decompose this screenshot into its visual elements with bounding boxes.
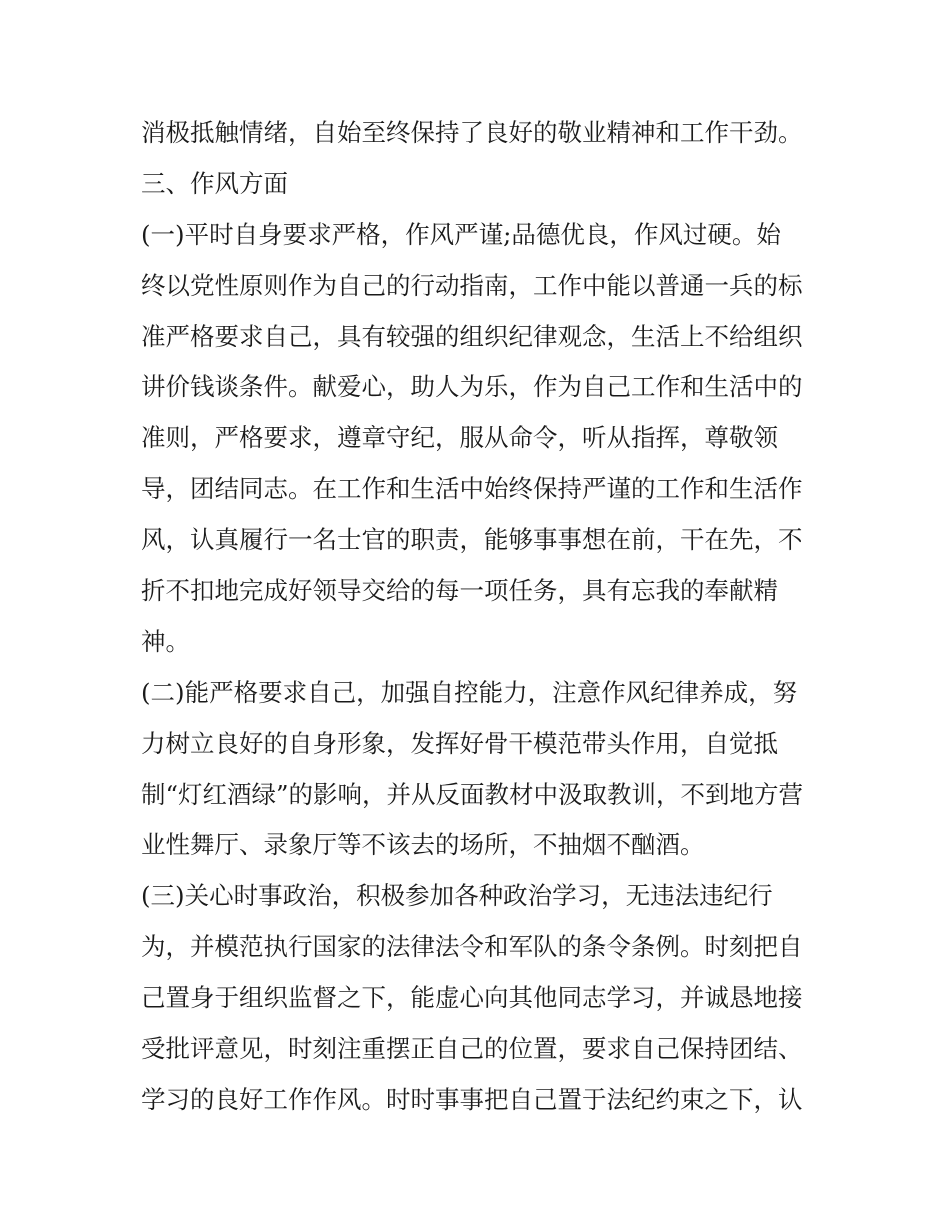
text-line: 为，并模范执行国家的法律法令和军队的条令条例。时刻把自 <box>141 932 803 962</box>
text-line: 己置身于组织监督之下，能虚心向其他同志学习，并诚恳地接 <box>141 983 803 1013</box>
text-line: 制“灯红酒绿”的影响，并从反面教材中汲取教训，不到地方营 <box>141 779 804 809</box>
text-line: 准则，严格要求，遵章守纪，服从命令，听从指挥，尊敬领 <box>141 423 778 453</box>
section-heading: 三、作风方面 <box>141 168 288 198</box>
text-line: (二)能严格要求自己，加强自控能力，注意作风纪律养成，努 <box>141 677 798 707</box>
document-body <box>141 108 821 1126</box>
text-line: (一)平时自身要求严格，作风严谨;品德优良，作风过硬。始 <box>141 219 781 249</box>
text-line: 业性舞厅、录象厅等不该去的场所，不抽烟不酗酒。 <box>141 830 705 860</box>
text-line: 准严格要求自己，具有较强的组织纪律观念，生活上不给组织 <box>141 321 803 351</box>
text-line: 讲价钱谈条件。献爱心，助人为乐，作为自己工作和生活中的 <box>141 372 803 402</box>
text-line: (三)关心时事政治，积极参加各种政治学习，无违法违纪行 <box>141 881 773 911</box>
text-line: 力树立良好的自身形象，发挥好骨干模范带头作用，自觉抵 <box>141 728 778 758</box>
text-line: 折不扣地完成好领导交给的每一项任务，具有忘我的奉献精 <box>141 576 778 606</box>
text-line: 受批评意见，时刻注重摆正自己的位置，要求自己保持团结、 <box>141 1034 803 1064</box>
text-line: 终以党性原则作为自己的行动指南，工作中能以普通一兵的标 <box>141 270 803 300</box>
text-line: 导，团结同志。在工作和生活中始终保持严谨的工作和生活作 <box>141 474 803 504</box>
text-line: 学习的良好工作作风。时时事事把自己置于法纪约束之下，认 <box>141 1084 803 1114</box>
text-line: 神。 <box>141 626 190 656</box>
text-line: 风，认真履行一名士官的职责，能够事事想在前，干在先，不 <box>141 525 803 555</box>
text-line: 消极抵触情绪，自始至终保持了良好的敬业精神和工作干劲。 <box>141 118 803 147</box>
